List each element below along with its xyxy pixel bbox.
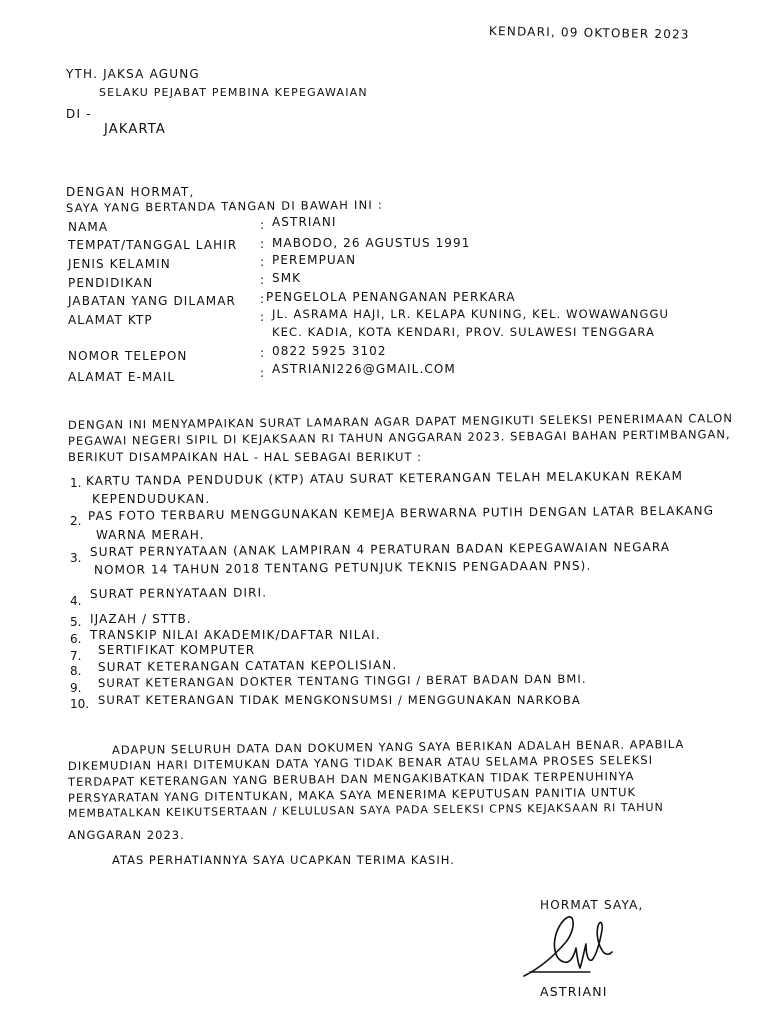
field-label-education: PENDIDIKAN <box>68 276 154 290</box>
field-label-phone: NOMOR TELEPON <box>68 349 188 363</box>
list-item-continued: NOMOR 14 TAHUN 2018 TENTANG PETUNJUK TEKNIS PENGADAAN PNS). <box>93 558 592 577</box>
list-item: SURAT KETERANGAN CATATAN KEPOLISIAN. <box>97 657 398 674</box>
body-intro-line: BERIKUT DISAMPAIKAN HAL - HAL SEBAGAI BERIKUT : <box>68 450 422 464</box>
list-number: 6. <box>70 632 82 646</box>
field-label-birth: TEMPAT/TANGGAL LAHIR <box>68 238 238 252</box>
list-number: 4. <box>70 594 82 608</box>
list-item: SERTIFIKAT KOMPUTER <box>98 643 256 657</box>
field-value-address-2: KEC. KADIA, KOTA KENDARI, PROV. SULAWESI TENGGARA <box>272 325 655 339</box>
list-item: IJAZAH / STTB. <box>90 612 192 626</box>
field-colon: : <box>260 237 265 251</box>
closing-line: TERDAPAT KETERANGAN YANG BERUBAH DAN MENGAKIBATKAN TIDAK TERPENUHINYA <box>67 769 635 789</box>
field-value-address-1: JL. ASRAMA HAJI, LR. KELAPA KUNING, KEL. WOWAWANGGU <box>272 307 670 321</box>
recipient-line-1: YTH. JAKSA AGUNG <box>66 67 200 81</box>
list-item: KARTU TANDA PENDUDUK (KTP) ATAU SURAT KETERANGAN TELAH MELAKUKAN REKAM <box>85 468 684 488</box>
list-number: 1. <box>70 476 82 490</box>
field-value-position: PENGELOLA PENANGANAN PERKARA <box>266 290 516 304</box>
field-label-name: NAMA <box>68 220 109 234</box>
handwritten-signature <box>520 912 630 982</box>
field-colon: : <box>260 292 265 306</box>
list-number: 2. <box>70 514 82 528</box>
field-label-gender: JENIS KELAMIN <box>68 257 171 271</box>
recipient-line-3: DI - <box>66 107 92 121</box>
list-number: 9. <box>70 681 82 695</box>
field-colon: : <box>260 366 265 380</box>
field-colon: : <box>260 310 265 324</box>
field-value-gender: PEREMPUAN <box>272 253 357 267</box>
field-colon: : <box>260 346 265 360</box>
recipient-line-2: SELAKU PEJABAT PEMBINA KEPEGAWAIAN <box>99 86 368 99</box>
list-item: SURAT KETERANGAN TIDAK MENGKONSUMSI / MENGGUNAKAN NARKOBA <box>98 693 581 707</box>
body-intro-line: PEGAWAI NEGERI SIPIL DI KEJAKSAAN RI TAHUN ANGGARAN 2023. SEBAGAI BAHAN PERTIMBANGAN, <box>67 427 731 448</box>
list-item: SURAT PERNYATAAN (ANAK LAMPIRAN 4 PERATURAN BADAN KEPEGAWAIAN NEGARA <box>89 539 671 559</box>
list-item: SURAT KETERANGAN DOKTER TENTANG TINGGI / BERAT BADAN DAN BMI. <box>97 671 587 690</box>
list-number: 5. <box>70 615 82 629</box>
field-colon: : <box>260 218 265 232</box>
closing-line: DIKEMUDIAN HARI DITEMUKAN DATA YANG TIDAK BENAR ATAU SELAMA PROSES SELEKSI <box>67 752 654 773</box>
list-item: PAS FOTO TERBARU MENGGUNAKAN KEMEJA BERWARNA PUTIH DENGAN LATAR BELAKANG <box>87 503 715 523</box>
intro-line: SAYA YANG BERTANDA TANGAN DI BAWAH INI : <box>65 197 383 215</box>
closing-line: ADAPUN SELURUH DATA DAN DOKUMEN YANG SAYA BERIKAN ADALAH BENAR. APABILA <box>111 737 685 757</box>
thanks-line: ATAS PERHATIANNYA SAYA UCAPKAN TERIMA KASIH. <box>112 853 455 867</box>
list-number: 10. <box>70 697 90 711</box>
body-intro-line: DENGAN INI MENYAMPAIKAN SURAT LAMARAN AGAR DAPAT MENGIKUTI SELEKSI PENERIMAAN CALON <box>67 411 733 432</box>
field-value-name: ASTRIANI <box>272 215 337 229</box>
letter-date: KENDARI, 09 OKTOBER 2023 <box>488 24 690 42</box>
recipient-line-4: JAKARTA <box>104 122 166 137</box>
list-number: 7. <box>70 649 82 663</box>
field-label-email: ALAMAT E-MAIL <box>68 370 176 384</box>
field-value-phone: 0822 5925 3102 <box>272 344 387 358</box>
list-item: TRANSKIP NILAI AKADEMIK/DAFTAR NILAI. <box>90 628 381 642</box>
field-colon: : <box>260 255 265 269</box>
field-label-position: JABATAN YANG DILAMAR <box>68 294 236 308</box>
field-colon: : <box>260 273 265 287</box>
list-item-continued: KEPENDUDUKAN. <box>92 492 211 506</box>
closing-line: PERSYARATAN YANG DITENTUKAN, MAKA SAYA MENERIMA KEPUTUSAN PANITIA UNTUK <box>67 785 637 805</box>
list-item-continued: WARNA MERAH. <box>96 528 205 542</box>
greeting: DENGAN HORMAT, <box>66 185 195 199</box>
list-item: SURAT PERNYATAAN DIRI. <box>89 585 268 601</box>
field-label-address: ALAMAT KTP <box>68 313 153 327</box>
field-value-email: ASTRIANI226@GMAIL.COM <box>272 362 456 376</box>
list-number: 8. <box>70 664 82 678</box>
signer-name: ASTRIANI <box>540 984 608 999</box>
list-number: 3. <box>70 551 82 565</box>
field-value-birth: MABODO, 26 AGUSTUS 1991 <box>272 236 471 250</box>
sign-off: HORMAT SAYA, <box>540 898 644 912</box>
closing-line: ANGGARAN 2023. <box>68 828 185 842</box>
closing-line: MEMBATALKAN KEIKUTSERTAAN / KELULUSAN SAYA PADA SELEKSI CPNS KEJAKSAAN RI TAHUN <box>67 800 664 820</box>
field-value-education: SMK <box>272 271 302 285</box>
